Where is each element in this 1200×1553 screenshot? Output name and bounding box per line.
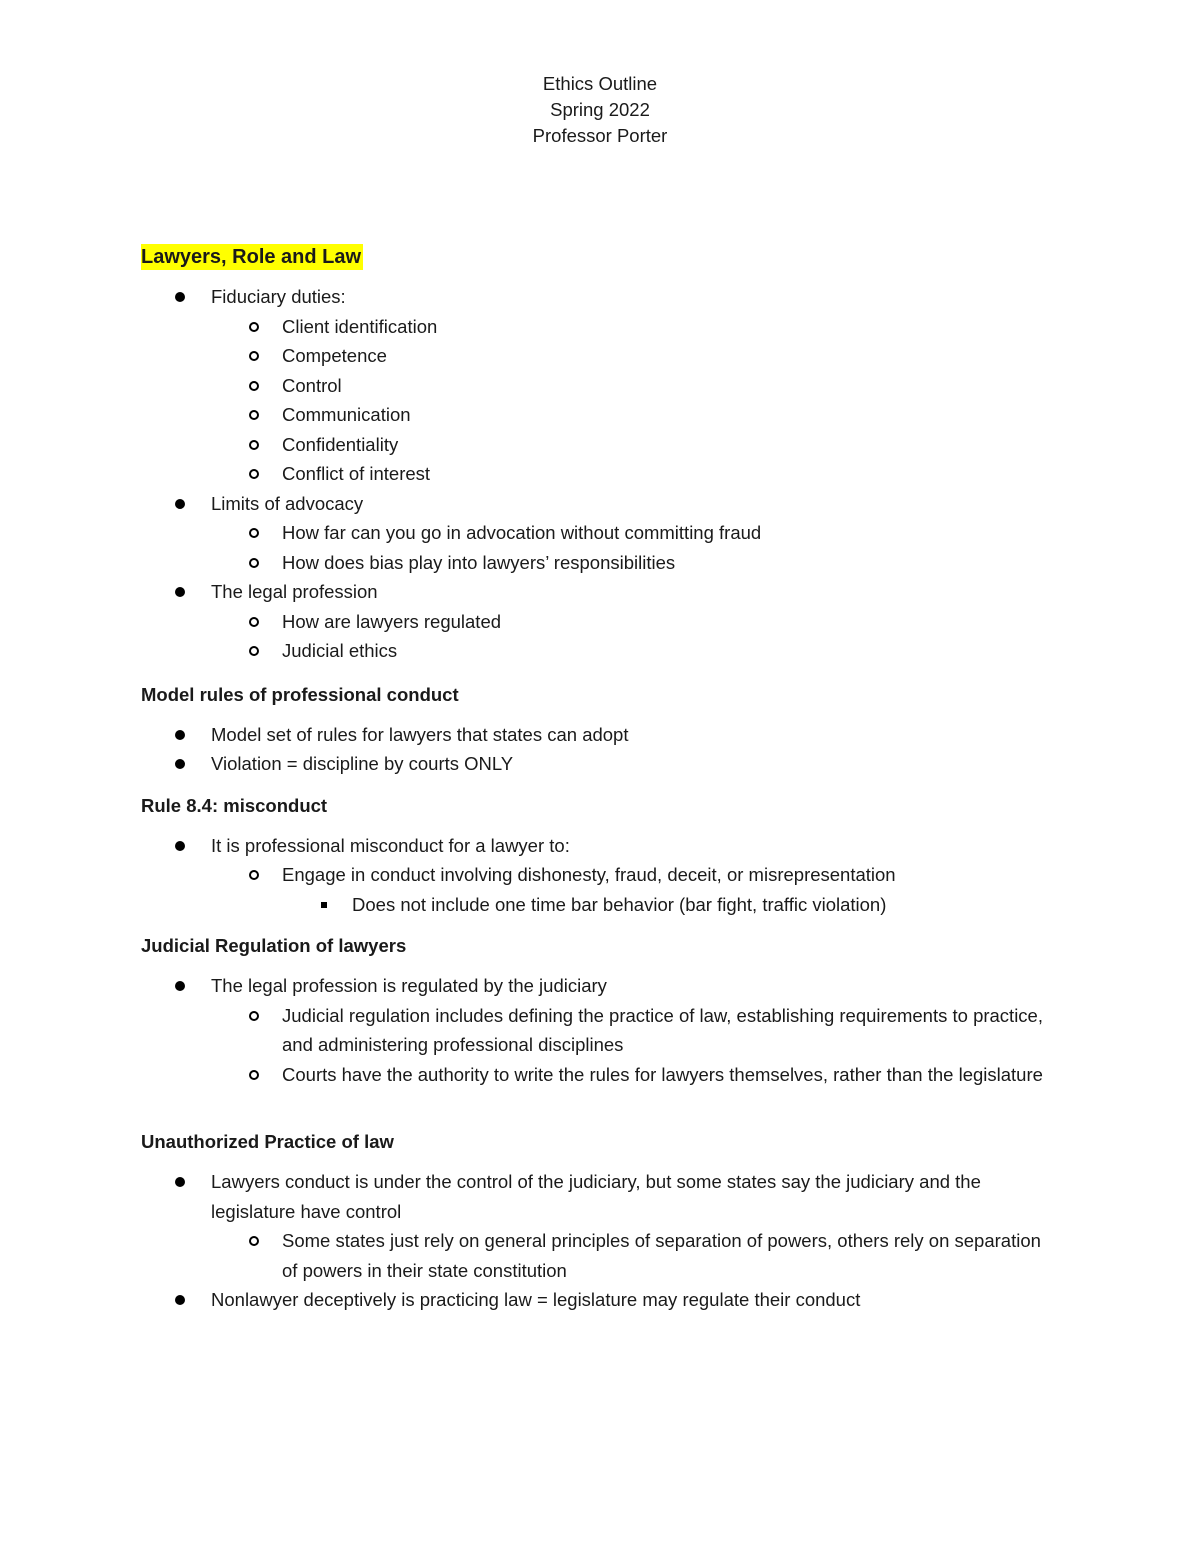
hollow-bullet-icon	[249, 558, 259, 568]
section-list	[141, 831, 1061, 920]
outline-body	[141, 244, 1061, 1315]
hollow-bullet-icon	[249, 646, 259, 656]
section-judicial-regulation	[141, 933, 1061, 1089]
filled-bullet-icon	[175, 1177, 185, 1187]
list-item: Violation = discipline by courts ONLY	[141, 749, 1061, 779]
list-item: Some states just rely on general principles of separation of powers, others rely on separation of powers in their state constitution	[141, 1226, 1061, 1285]
list-item: Fiduciary duties:	[141, 282, 1061, 312]
hollow-bullet-icon	[249, 440, 259, 450]
section-heading: Rule 8.4: misconduct	[141, 794, 328, 816]
section-unauthorized-practice	[141, 1129, 1061, 1315]
filled-bullet-icon	[175, 759, 185, 769]
document-title: Ethics Outline	[542, 73, 658, 94]
list-item: Courts have the authority to write the rules for lawyers themselves, rather than the legislature	[141, 1060, 1061, 1090]
section-list	[141, 971, 1061, 1089]
section-rule-8-4	[141, 793, 1061, 920]
hollow-bullet-icon	[249, 381, 259, 391]
list-item: Does not include one time bar behavior (bar fight, traffic violation)	[141, 890, 1061, 920]
list-item: Engage in conduct involving dishonesty, fraud, deceit, or misrepresentation	[141, 860, 1061, 890]
section-lawyers-role-law	[141, 244, 1061, 666]
list-item: How far can you go in advocation without committing fraud	[141, 518, 1061, 548]
filled-bullet-icon	[175, 292, 185, 302]
section-model-rules	[141, 682, 1061, 779]
hollow-bullet-icon	[249, 617, 259, 627]
section-list	[141, 1167, 1061, 1315]
hollow-bullet-icon	[249, 410, 259, 420]
filled-bullet-icon	[175, 587, 185, 597]
hollow-bullet-icon	[249, 322, 259, 332]
list-item: The legal profession is regulated by the judiciary	[141, 971, 1061, 1001]
list-item: Competence	[141, 341, 1061, 371]
list-item: How are lawyers regulated	[141, 607, 1061, 637]
hollow-bullet-icon	[249, 528, 259, 538]
section-list	[141, 282, 1061, 666]
section-heading: Model rules of professional conduct	[141, 683, 459, 705]
document-header	[0, 71, 1200, 149]
filled-bullet-icon	[175, 730, 185, 740]
section-heading: Judicial Regulation of lawyers	[141, 935, 407, 956]
list-item: Communication	[141, 400, 1061, 430]
filled-bullet-icon	[175, 1295, 185, 1305]
section-heading: Unauthorized Practice of law	[141, 1131, 394, 1152]
hollow-bullet-icon	[249, 870, 259, 880]
list-item: It is professional misconduct for a lawyer to:	[141, 831, 1061, 861]
list-item: Model set of rules for lawyers that states can adopt	[141, 720, 1061, 750]
section-heading-highlighted: Lawyers, Role and Law	[141, 246, 362, 268]
list-item: Judicial ethics	[141, 636, 1061, 666]
hollow-bullet-icon	[249, 1070, 259, 1080]
list-item: Client identification	[141, 312, 1061, 342]
section-list	[141, 720, 1061, 779]
filled-bullet-icon	[175, 981, 185, 991]
document-term: Spring 2022	[550, 99, 650, 120]
hollow-bullet-icon	[249, 1011, 259, 1021]
filled-bullet-icon	[175, 841, 185, 851]
square-bullet-icon	[321, 902, 327, 908]
list-item: Confidentiality	[141, 430, 1061, 460]
filled-bullet-icon	[175, 499, 185, 509]
list-item: The legal profession	[141, 577, 1061, 607]
hollow-bullet-icon	[249, 469, 259, 479]
list-item: Lawyers conduct is under the control of the judiciary, but some states say the judiciary and the legislature have control	[141, 1167, 1061, 1226]
list-item: Control	[141, 371, 1061, 401]
list-item: Nonlawyer deceptively is practicing law = legislature may regulate their conduct	[141, 1285, 1061, 1315]
list-item: How does bias play into lawyers’ responsibilities	[141, 548, 1061, 578]
list-item: Conflict of interest	[141, 459, 1061, 489]
document-professor: Professor Porter	[532, 125, 668, 146]
hollow-bullet-icon	[249, 1236, 259, 1246]
list-item: Judicial regulation includes defining the practice of law, establishing requirements to practice, and administering professional disciplines	[141, 1001, 1061, 1060]
hollow-bullet-icon	[249, 351, 259, 361]
list-item: Limits of advocacy	[141, 489, 1061, 519]
